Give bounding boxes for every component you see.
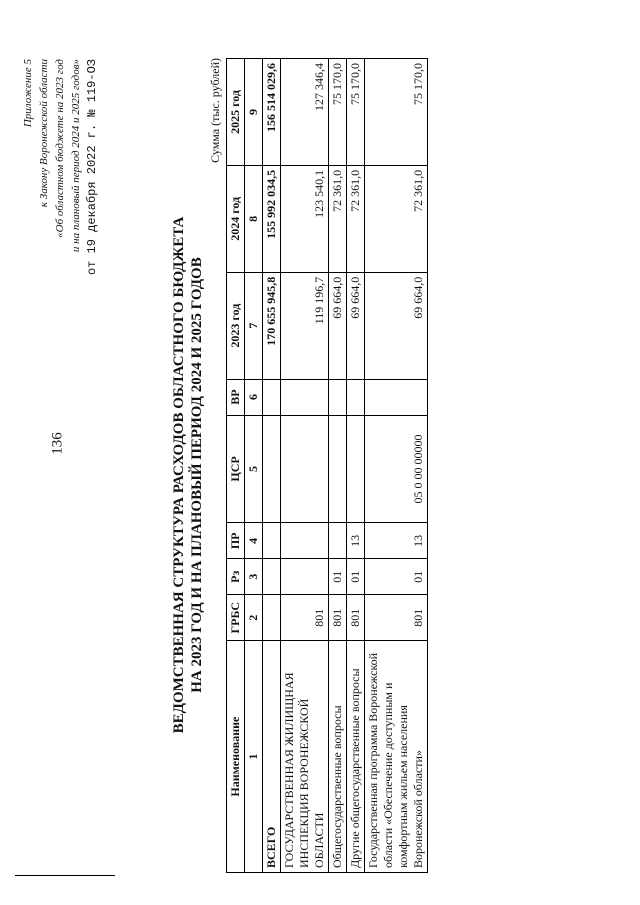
header-2025: 2025 год <box>227 59 245 166</box>
row-2023: 69 664,0 <box>365 272 428 379</box>
row-2023: 69 664,0 <box>329 272 347 379</box>
title-line-1: ВЕДОМСТВЕННАЯ СТРУКТУРА РАСХОДОВ ОБЛАСТНОГО БЮДЖЕТА <box>171 216 187 734</box>
row-csr <box>329 415 347 523</box>
header-2023: 2023 год <box>227 272 245 379</box>
row-pr <box>281 523 329 559</box>
row-2025: 127 346,4 <box>281 59 329 166</box>
row-2025: 75 170,0 <box>365 59 428 166</box>
col-number: 1 <box>245 641 263 873</box>
title-line-2: НА 2023 ГОД И НА ПЛАНОВЫЙ ПЕРИОД 2024 И 2025 ГОДОВ <box>189 257 205 693</box>
col-number: 7 <box>245 272 263 379</box>
col-number: 3 <box>245 559 263 595</box>
row-2025: 75 170,0 <box>329 59 347 166</box>
row-csr <box>263 415 281 523</box>
row-2024: 72 361,0 <box>347 165 365 272</box>
row-csr <box>347 415 365 523</box>
row-name: ВСЕГО <box>263 641 281 873</box>
header-name: Наименование <box>227 641 245 873</box>
row-name: Общегосударственные вопросы <box>329 641 347 873</box>
units-label: Сумма (тыс. рублей) <box>208 58 222 163</box>
appendix-line-3: «Об областном бюджете на 2023 год <box>54 59 66 238</box>
footer-divider <box>15 875 115 876</box>
col-number: 8 <box>245 165 263 272</box>
row-rz: 01 <box>365 559 428 595</box>
row-2025: 75 170,0 <box>347 59 365 166</box>
table-row <box>281 59 329 873</box>
row-name: Государственная программа Воронежской области «Обеспечение доступным и комфортным жильем населения Воронежской области» <box>365 641 428 873</box>
rotated-page <box>0 35 600 885</box>
row-2023: 119 196,7 <box>281 272 329 379</box>
col-number: 5 <box>245 415 263 523</box>
row-vr <box>347 379 365 415</box>
row-csr: 05 0 00 00000 <box>365 415 428 523</box>
header-vr: ВР <box>227 379 245 415</box>
header-2024: 2024 год <box>227 165 245 272</box>
row-vr <box>281 379 329 415</box>
appendix-line-2: к Закону Воронежской области <box>38 59 50 208</box>
row-name: Другие общегосударственные вопросы <box>347 641 365 873</box>
row-2024: 72 361,0 <box>365 165 428 272</box>
expenditure-table <box>226 58 428 873</box>
row-2023: 69 664,0 <box>347 272 365 379</box>
row-2023: 170 655 945,8 <box>263 272 281 379</box>
table-row-total <box>263 59 281 873</box>
row-vr <box>365 379 428 415</box>
row-rz: 01 <box>329 559 347 595</box>
header-pr: ПР <box>227 523 245 559</box>
row-2025: 156 514 029,6 <box>263 59 281 166</box>
column-number-row <box>245 59 263 873</box>
page-number: 136 <box>49 432 66 455</box>
row-pr: 13 <box>347 523 365 559</box>
row-2024: 72 361,0 <box>329 165 347 272</box>
col-number: 6 <box>245 379 263 415</box>
col-number: 2 <box>245 595 263 641</box>
header-grbs: ГРБС <box>227 595 245 641</box>
table-row <box>347 59 365 873</box>
row-rz: 01 <box>347 559 365 595</box>
col-number: 9 <box>245 59 263 166</box>
table-row <box>329 59 347 873</box>
table-row <box>365 59 428 873</box>
appendix-line-4: и на плановый период 2024 и 2025 годов» <box>70 59 82 253</box>
row-pr: 13 <box>365 523 428 559</box>
row-grbs: 801 <box>329 595 347 641</box>
row-rz <box>263 559 281 595</box>
header-row <box>227 59 245 873</box>
row-2024: 123 540,1 <box>281 165 329 272</box>
row-vr <box>263 379 281 415</box>
row-vr <box>329 379 347 415</box>
header-csr: ЦСР <box>227 415 245 523</box>
row-grbs: 801 <box>281 595 329 641</box>
row-pr <box>329 523 347 559</box>
row-name: ГОСУДАРСТВЕННАЯ ЖИЛИЩНАЯ ИНСПЕКЦИЯ ВОРОНЕЖСКОЙ ОБЛАСТИ <box>281 641 329 873</box>
appendix-line-1: Приложение 5 <box>22 59 34 128</box>
col-number: 4 <box>245 523 263 559</box>
header-rz: Рз <box>227 559 245 595</box>
document-title <box>170 125 206 825</box>
row-grbs <box>263 595 281 641</box>
appendix-line-5: от 19 декабря 2022 г. № 119-ОЗ <box>85 59 99 276</box>
row-grbs: 801 <box>347 595 365 641</box>
row-rz <box>281 559 329 595</box>
appendix-header <box>20 59 100 395</box>
row-csr <box>281 415 329 523</box>
row-pr <box>263 523 281 559</box>
row-2024: 155 992 034,5 <box>263 165 281 272</box>
row-grbs: 801 <box>365 595 428 641</box>
